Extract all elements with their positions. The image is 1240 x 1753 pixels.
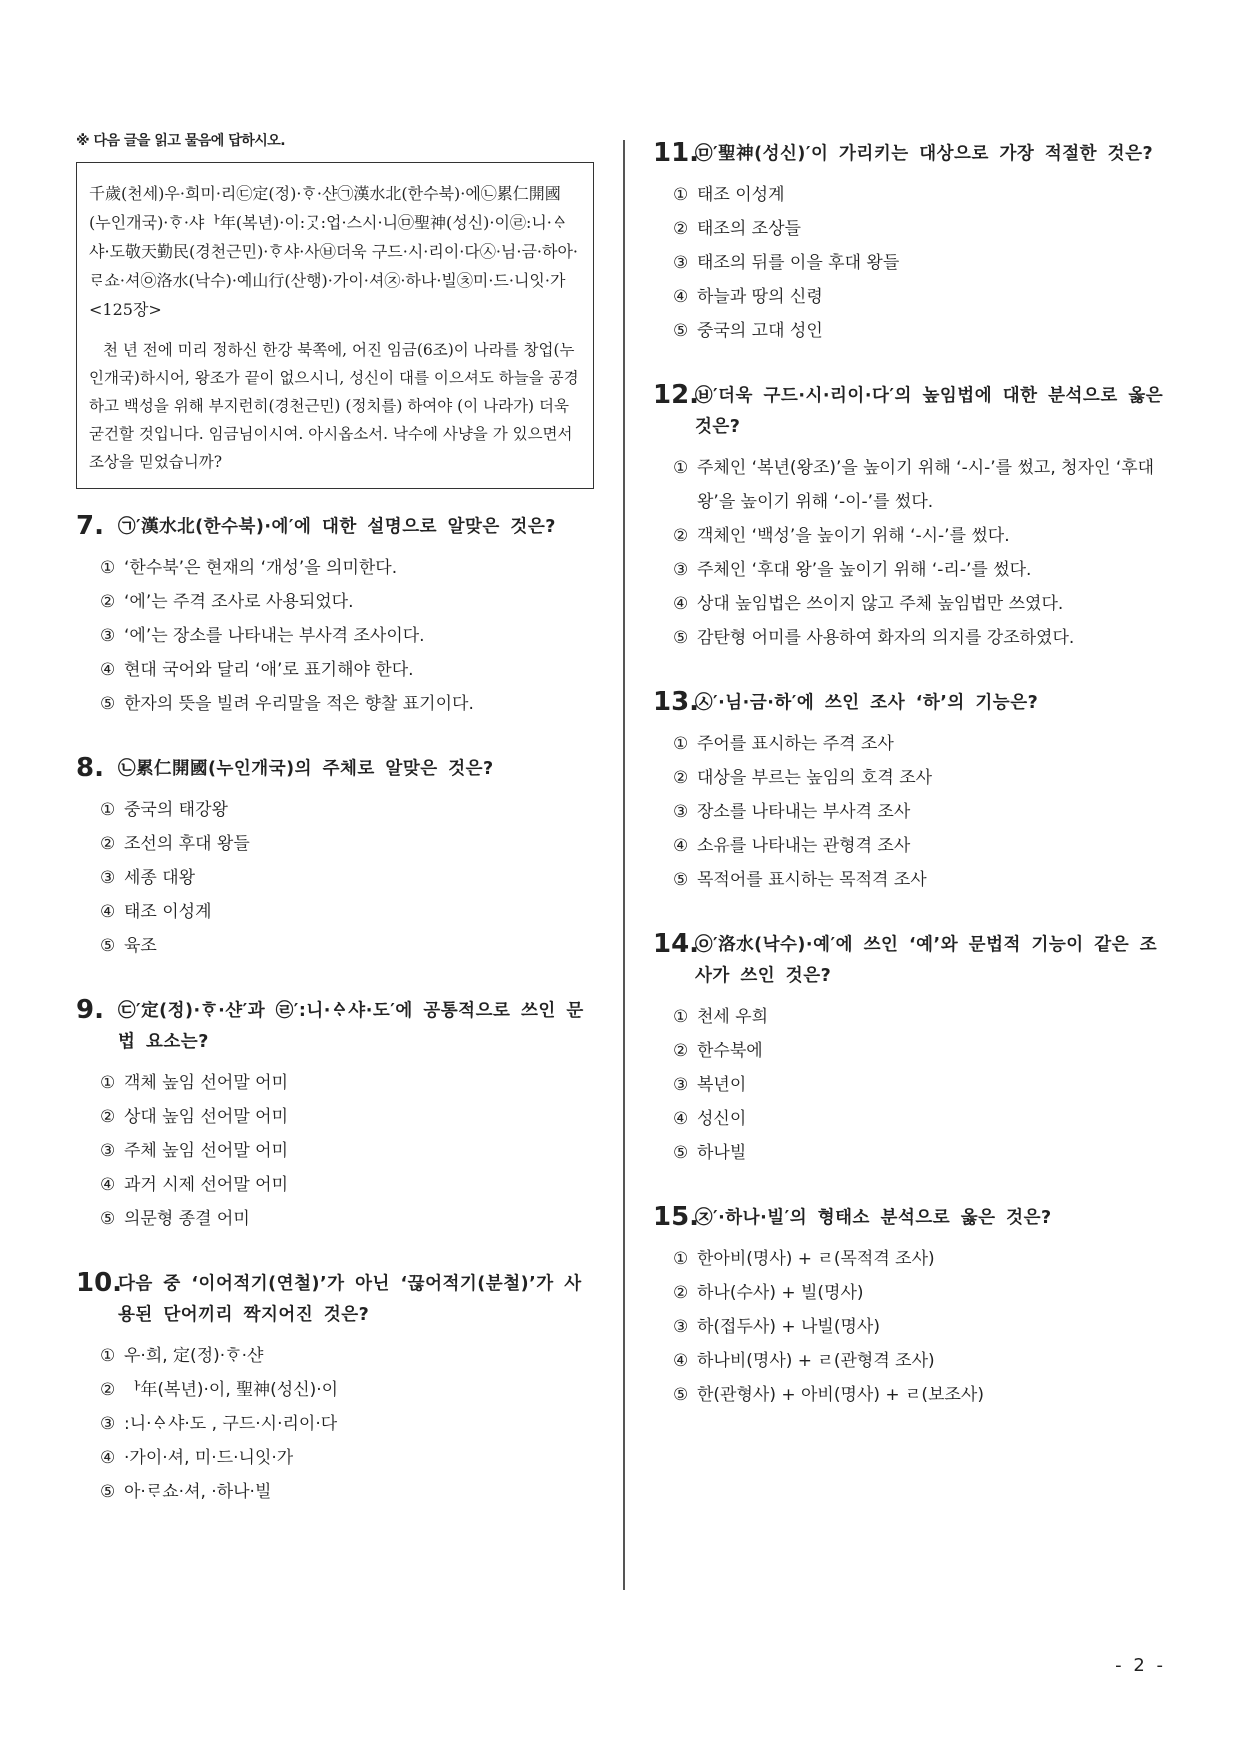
question-number: 13. <box>653 687 700 717</box>
option-marker: ④ <box>673 287 689 307</box>
option-item[interactable] <box>100 1441 592 1475</box>
option-text: ·가이·셔, 미·드·니잇·가 <box>124 1448 294 1468</box>
option-item[interactable] <box>673 1000 1167 1034</box>
option-item[interactable] <box>100 1134 592 1168</box>
option-text: 대상을 부르는 높임의 호격 조사 <box>697 768 933 788</box>
question-10 <box>76 1268 592 1509</box>
option-marker: ④ <box>100 902 116 922</box>
option-list <box>653 1242 1167 1412</box>
option-marker: ② <box>100 1107 116 1127</box>
question-text: ㉡累仁開國(누인개국)의 주체로 알맞은 것은? <box>118 759 494 779</box>
option-item[interactable] <box>100 895 592 929</box>
option-item[interactable] <box>100 551 592 585</box>
option-marker: ③ <box>100 1141 116 1161</box>
option-text: 소유를 나타내는 관형격 조사 <box>697 836 911 856</box>
option-text: 한수북에 <box>697 1041 763 1061</box>
question-7 <box>76 511 592 721</box>
option-marker: ③ <box>673 560 689 580</box>
option-item[interactable] <box>100 1202 592 1236</box>
option-marker: ① <box>673 185 689 205</box>
option-text: 성신이 <box>697 1109 747 1129</box>
option-item[interactable] <box>100 1475 592 1509</box>
option-text: 육조 <box>124 936 157 956</box>
option-marker: ① <box>100 1346 116 1366</box>
question-text: ㉤′聖神(성신)′이 가리키는 대상으로 가장 적절한 것은? <box>695 144 1154 164</box>
option-text: 과거 시제 선어말 어미 <box>124 1175 289 1195</box>
question-header <box>653 380 1167 443</box>
option-text: 하나(수사) + 빌(명사) <box>697 1283 864 1303</box>
option-marker: ⑤ <box>673 628 689 648</box>
option-list <box>653 1000 1167 1170</box>
question-text: ㉥′더욱 구드·시·리이·다′의 높임법에 대한 분석으로 옳은 것은? <box>695 386 1164 437</box>
option-item[interactable] <box>100 861 592 895</box>
right-questions <box>653 138 1167 1412</box>
option-item[interactable] <box>673 314 1167 348</box>
option-item[interactable] <box>673 1068 1167 1102</box>
option-item[interactable] <box>100 1100 592 1134</box>
option-item[interactable] <box>100 653 592 687</box>
passage-translation: 천 년 전에 미리 정하신 한강 북쪽에, 어진 임금(6조)이 나라를 창업(누인개국)하시어, 왕조가 끝이 없으시니, 성신이 대를 이으셔도 하늘을 공경하고 백성을 위해 부지런히(경천근민) (정치를) 하여야 (이 나라가) 더욱 굳건할 것입니다. 임금님이시여. 아시옵소서. 낙수에 사냥을 가 있으면서 조상을 믿었습니까? <box>89 341 579 471</box>
option-text: 한아비(명사) + ㄹ(목적격 조사) <box>697 1249 935 1269</box>
option-item[interactable] <box>100 1373 592 1407</box>
option-text: 세종 대왕 <box>124 868 196 888</box>
question-text: ㉢′定(정)·ᄒᆞ·샨′과 ㉣′:니·ᅀᆞ샤·도′에 공통적으로 쓰인 문법 요소는? <box>118 1001 584 1052</box>
option-item[interactable] <box>673 829 1167 863</box>
question-text: 다음 중 ‘이어적기(연철)’가 아닌 ‘끊어적기(분철)’가 사용된 단어끼리 짝지어진 것은? <box>118 1274 582 1325</box>
option-text: 주체 높임 선어말 어미 <box>124 1141 289 1161</box>
option-item[interactable] <box>100 827 592 861</box>
option-marker: ② <box>673 1041 689 1061</box>
passage-box <box>76 162 594 489</box>
question-text: ㉨′·하나·빌′의 형태소 분석으로 옳은 것은? <box>695 1208 1052 1228</box>
option-text: ‘에’는 주격 조사로 사용되었다. <box>124 592 354 612</box>
right-column <box>653 138 1167 1444</box>
question-header <box>653 138 1167 170</box>
option-text: 의문형 종결 어미 <box>124 1209 250 1229</box>
option-text: 조선의 후대 왕들 <box>124 834 250 854</box>
option-item[interactable] <box>673 553 1167 587</box>
option-marker: ⑤ <box>100 694 116 714</box>
option-text: 주어를 표시하는 주격 조사 <box>697 734 894 754</box>
question-number: 12. <box>653 380 700 410</box>
question-number: 8. <box>76 753 104 783</box>
option-marker: ④ <box>100 660 116 680</box>
option-item[interactable] <box>100 1339 592 1373</box>
question-text: ㉠′漢水北(한수북)·에′에 대한 설명으로 알맞은 것은? <box>118 517 556 537</box>
option-text: 목적어를 표시하는 목적격 조사 <box>697 870 927 890</box>
option-marker: ② <box>673 768 689 788</box>
option-text: 객체인 ‘백성’을 높이기 위해 ‘-시-’를 썼다. <box>697 526 1010 546</box>
option-text: :니·ᅀᆞ샤·도 , 구드·시·리이·다 <box>124 1414 338 1434</box>
option-text: ᅡ年(복년)·이, 聖神(성신)·이 <box>124 1380 339 1400</box>
option-marker: ④ <box>673 1351 689 1371</box>
option-item[interactable] <box>673 1310 1167 1344</box>
option-text: 태조 이성계 <box>124 902 212 922</box>
option-list <box>653 451 1167 655</box>
option-item[interactable] <box>673 1276 1167 1310</box>
option-item[interactable] <box>673 451 1167 519</box>
left-column <box>76 130 592 1541</box>
option-item[interactable] <box>673 795 1167 829</box>
option-marker: ③ <box>673 1075 689 1095</box>
option-item[interactable] <box>100 687 592 721</box>
option-marker: ④ <box>100 1175 116 1195</box>
option-marker: ⑤ <box>673 321 689 341</box>
option-text: 감탄형 어미를 사용하여 화자의 의지를 강조하였다. <box>697 628 1075 648</box>
option-marker: ③ <box>673 1317 689 1337</box>
option-marker: ⑤ <box>100 936 116 956</box>
left-questions <box>76 511 592 1509</box>
option-item[interactable] <box>673 1136 1167 1170</box>
option-item[interactable] <box>673 1242 1167 1276</box>
option-text: 객체 높임 선어말 어미 <box>124 1073 289 1093</box>
option-text: 아·ᄅᆞ쇼·셔, ·하나·빌 <box>124 1482 272 1502</box>
question-number: 15. <box>653 1202 700 1232</box>
question-header <box>76 511 592 543</box>
passage-original: 千歲(천세)우·희미·리㉢定(정)·ᄒᆞ·샨㉠漢水北(한수북)·에㉡累仁開國(누인개국)·ᄒᆞ·샤ᅡ年(복년)·이:ᄀᆞᆺ:업·스시·니㉤聖神(성신)·이㉣:니·ᅀᆞ샤·도敬天勤民(경천근민)·ᄒᆞ샤·사㉥더욱 구드·시·리이·다㉦·님·금·하아·ᄅᆞ쇼·셔㉧洛水(낙수)·예山行(산행)·가이·셔㉨·하나·빌㉩미·드·니잇·가 <125장> <box>89 184 579 319</box>
option-item[interactable] <box>673 280 1167 314</box>
option-list <box>653 178 1167 348</box>
question-header <box>653 929 1167 992</box>
option-item[interactable] <box>100 619 592 653</box>
option-list <box>76 1339 592 1509</box>
option-marker: ③ <box>100 626 116 646</box>
option-text: 복년이 <box>697 1075 747 1095</box>
option-item[interactable] <box>100 929 592 963</box>
option-marker: ① <box>100 800 116 820</box>
option-marker: ⑤ <box>100 1209 116 1229</box>
option-text: 주체인 ‘복년(왕조)’을 높이기 위해 ‘-시-’를 썼고, 청자인 ‘후대 왕’을 높이기 위해 ‘-이-’를 썼다. <box>697 458 1155 512</box>
option-marker: ⑤ <box>673 1143 689 1163</box>
option-text: 한자의 뜻을 빌려 우리말을 적은 향찰 표기이다. <box>124 694 474 714</box>
option-item[interactable] <box>673 1034 1167 1068</box>
option-marker: ⑤ <box>673 1385 689 1405</box>
option-item[interactable] <box>673 519 1167 553</box>
option-marker: ② <box>673 526 689 546</box>
question-number: 10. <box>76 1268 123 1298</box>
question-header <box>653 687 1167 719</box>
question-15 <box>653 1202 1167 1412</box>
option-item[interactable] <box>100 1407 592 1441</box>
option-text: 중국의 태강왕 <box>124 800 228 820</box>
option-item[interactable] <box>673 178 1167 212</box>
option-marker: ① <box>673 458 689 478</box>
option-marker: ② <box>100 834 116 854</box>
option-text: 주체인 ‘후대 왕’을 높이기 위해 ‘-리-’를 썼다. <box>697 560 1032 580</box>
option-text: 태조의 뒤를 이을 후대 왕들 <box>697 253 900 273</box>
option-item[interactable] <box>673 1344 1167 1378</box>
column-divider <box>623 140 625 1590</box>
option-marker: ② <box>673 1283 689 1303</box>
question-header <box>76 995 592 1058</box>
option-item[interactable] <box>673 1378 1167 1412</box>
question-14 <box>653 929 1167 1170</box>
question-12 <box>653 380 1167 655</box>
option-text: 우·희, 定(정)·ᄒᆞ·샨 <box>124 1346 264 1366</box>
option-marker: ③ <box>100 868 116 888</box>
option-marker: ③ <box>673 802 689 822</box>
option-item[interactable] <box>100 793 592 827</box>
question-13 <box>653 687 1167 897</box>
option-marker: ② <box>673 219 689 239</box>
option-marker: ① <box>100 558 116 578</box>
option-list <box>76 1066 592 1236</box>
option-item[interactable] <box>673 246 1167 280</box>
instruction: ※ 다음 글을 읽고 물음에 답하시오. <box>76 133 286 149</box>
option-marker: ① <box>673 734 689 754</box>
question-11 <box>653 138 1167 348</box>
question-text: ㉦′·님·금·하′에 쓰인 조사 ‘하’의 기능은? <box>695 693 1039 713</box>
option-text: 태조 이성계 <box>697 185 785 205</box>
option-text: 하늘과 땅의 신령 <box>697 287 823 307</box>
option-marker: ① <box>673 1249 689 1269</box>
option-marker: ① <box>100 1073 116 1093</box>
option-item[interactable] <box>673 761 1167 795</box>
option-item[interactable] <box>673 212 1167 246</box>
option-text: 장소를 나타내는 부사격 조사 <box>697 802 911 822</box>
option-marker: ④ <box>673 594 689 614</box>
option-item[interactable] <box>673 727 1167 761</box>
option-list <box>653 727 1167 897</box>
option-marker: ⑤ <box>100 1482 116 1502</box>
option-text: 하나비(명사) + ㄹ(관형격 조사) <box>697 1351 935 1371</box>
page-number: - 2 - <box>1115 1655 1166 1676</box>
option-item[interactable] <box>673 587 1167 621</box>
option-marker: ④ <box>673 1109 689 1129</box>
option-text: 하나빌 <box>697 1143 747 1163</box>
question-8 <box>76 753 592 963</box>
option-text: 하(접두사) + 나빌(명사) <box>697 1317 880 1337</box>
option-item[interactable] <box>673 621 1167 655</box>
question-number: 9. <box>76 995 104 1025</box>
option-text: ‘에’는 장소를 나타내는 부사격 조사이다. <box>124 626 425 646</box>
question-header <box>76 1268 592 1331</box>
option-item[interactable] <box>100 585 592 619</box>
question-header <box>653 1202 1167 1234</box>
question-text: ㉧′洛水(낙수)·예′에 쓰인 ‘예’와 문법적 기능이 같은 조사가 쓰인 것은? <box>695 935 1158 986</box>
question-header <box>76 753 592 785</box>
option-marker: ④ <box>673 836 689 856</box>
option-text: ‘한수북’은 현재의 ‘개성’을 의미한다. <box>124 558 398 578</box>
option-text: 천세 우희 <box>697 1007 769 1027</box>
option-item[interactable] <box>100 1066 592 1100</box>
option-text: 중국의 고대 성인 <box>697 321 823 341</box>
option-item[interactable] <box>673 1102 1167 1136</box>
option-list <box>76 551 592 721</box>
option-marker: ① <box>673 1007 689 1027</box>
question-number: 11. <box>653 138 700 168</box>
option-item[interactable] <box>100 1168 592 1202</box>
option-text: 태조의 조상들 <box>697 219 801 239</box>
option-list <box>76 793 592 963</box>
option-text: 한(관형사) + 아비(명사) + ㄹ(보조사) <box>697 1385 984 1405</box>
option-text: 현대 국어와 달리 ‘애’로 표기해야 한다. <box>124 660 414 680</box>
question-9 <box>76 995 592 1236</box>
option-marker: ⑤ <box>673 870 689 890</box>
option-text: 상대 높임법은 쓰이지 않고 주체 높임법만 쓰였다. <box>697 594 1064 614</box>
option-marker: ③ <box>673 253 689 273</box>
question-number: 7. <box>76 511 104 541</box>
option-marker: ② <box>100 1380 116 1400</box>
option-marker: ③ <box>100 1414 116 1434</box>
option-marker: ④ <box>100 1448 116 1468</box>
option-item[interactable] <box>673 863 1167 897</box>
question-number: 14. <box>653 929 700 959</box>
option-marker: ② <box>100 592 116 612</box>
option-text: 상대 높임 선어말 어미 <box>124 1107 289 1127</box>
